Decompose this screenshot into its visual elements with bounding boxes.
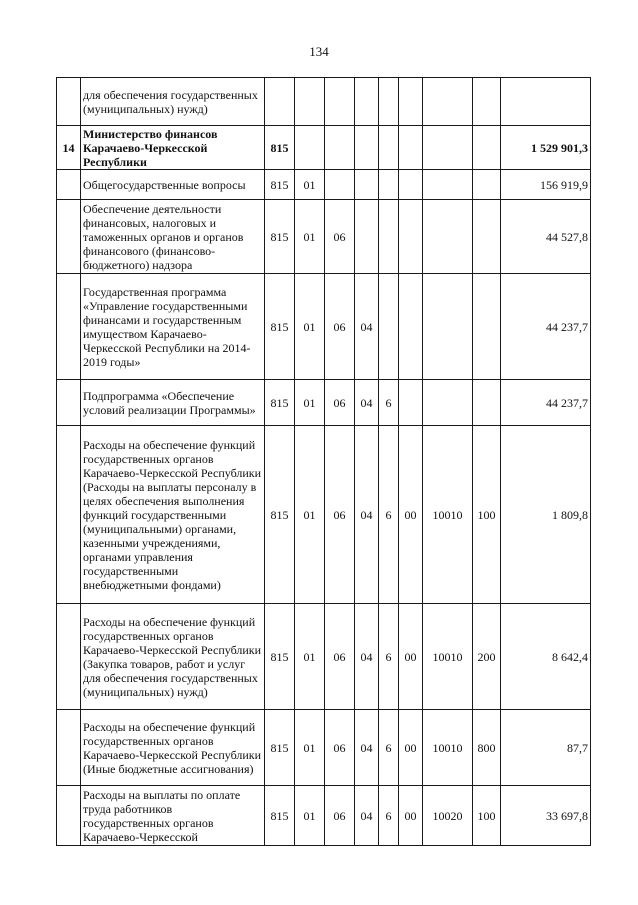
table-row	[57, 786, 591, 846]
table-row	[57, 78, 591, 126]
code-main-event: 00	[399, 426, 423, 604]
page-number: 134	[309, 44, 329, 59]
row-number	[57, 170, 81, 200]
code-program	[355, 200, 379, 274]
code-expense-type	[473, 78, 501, 126]
table-row	[57, 426, 591, 604]
code-rz: 01	[295, 380, 325, 426]
item-name: Государственная программа «Управление государственными финансами и государственным имуществом Карачаево-Черкесской Республики на 2014-2019 годы»	[81, 274, 265, 380]
table-row	[57, 170, 591, 200]
code-rz: 01	[295, 710, 325, 786]
code-gr: 815	[265, 126, 295, 170]
code-program: 04	[355, 380, 379, 426]
code-rz: 01	[295, 274, 325, 380]
amount	[501, 78, 591, 126]
row-number	[57, 426, 81, 604]
code-main-event	[399, 126, 423, 170]
item-name: Министерство финансов Карачаево-Черкесской Республики	[81, 126, 265, 170]
code-direction	[423, 380, 473, 426]
code-expense-type: 100	[473, 786, 501, 846]
code-direction: 10020	[423, 786, 473, 846]
table-row	[57, 274, 591, 380]
code-subprogram: 6	[379, 786, 399, 846]
code-expense-type: 800	[473, 710, 501, 786]
amount: 44 237,7	[501, 380, 591, 426]
code-expense-type	[473, 170, 501, 200]
amount: 1 809,8	[501, 426, 591, 604]
code-program: 04	[355, 426, 379, 604]
code-pr: 06	[325, 604, 355, 710]
code-main-event: 00	[399, 786, 423, 846]
code-expense-type: 100	[473, 426, 501, 604]
code-direction: 10010	[423, 710, 473, 786]
table-row	[57, 710, 591, 786]
code-direction	[423, 126, 473, 170]
code-expense-type	[473, 200, 501, 274]
code-program: 04	[355, 604, 379, 710]
code-pr	[325, 170, 355, 200]
code-subprogram: 6	[379, 426, 399, 604]
code-pr	[325, 78, 355, 126]
code-expense-type	[473, 380, 501, 426]
amount: 87,7	[501, 710, 591, 786]
row-number	[57, 380, 81, 426]
item-name: Обеспечение деятельности финансовых, налоговых и таможенных органов и органов финансового (финансово-бюджетного) надзора	[81, 200, 265, 274]
row-number	[57, 710, 81, 786]
table-row	[57, 200, 591, 274]
row-number	[57, 604, 81, 710]
item-name: Расходы на обеспечение функций государственных органов Карачаево-Черкесской Республики (Иные бюджетные ассигнования)	[81, 710, 265, 786]
code-main-event	[399, 380, 423, 426]
item-name: Расходы на выплаты по оплате труда работников государственных органов Карачаево-Черкесской	[81, 786, 265, 846]
code-direction	[423, 170, 473, 200]
code-main-event	[399, 170, 423, 200]
code-pr: 06	[325, 786, 355, 846]
code-program	[355, 78, 379, 126]
table-row	[57, 126, 591, 170]
code-gr: 815	[265, 274, 295, 380]
code-gr: 815	[265, 380, 295, 426]
row-number: 14	[57, 126, 81, 170]
amount: 44 527,8	[501, 200, 591, 274]
code-rz: 01	[295, 604, 325, 710]
code-gr: 815	[265, 604, 295, 710]
amount: 33 697,8	[501, 786, 591, 846]
code-subprogram	[379, 274, 399, 380]
code-gr: 815	[265, 426, 295, 604]
code-gr	[265, 78, 295, 126]
code-subprogram	[379, 78, 399, 126]
row-number	[57, 786, 81, 846]
row-number	[57, 78, 81, 126]
table-row	[57, 380, 591, 426]
code-direction: 10010	[423, 604, 473, 710]
table-row	[57, 604, 591, 710]
code-main-event	[399, 200, 423, 274]
code-main-event	[399, 274, 423, 380]
amount: 8 642,4	[501, 604, 591, 710]
code-subprogram: 6	[379, 604, 399, 710]
budget-table	[56, 77, 591, 846]
code-pr	[325, 126, 355, 170]
code-gr: 815	[265, 200, 295, 274]
code-program	[355, 170, 379, 200]
item-name: Подпрограмма «Обеспечение условий реализации Программы»	[81, 380, 265, 426]
code-pr: 06	[325, 274, 355, 380]
code-pr: 06	[325, 380, 355, 426]
code-program: 04	[355, 710, 379, 786]
amount: 1 529 901,3	[501, 126, 591, 170]
code-direction: 10010	[423, 426, 473, 604]
code-program: 04	[355, 786, 379, 846]
code-subprogram	[379, 170, 399, 200]
code-direction	[423, 78, 473, 126]
code-subprogram	[379, 126, 399, 170]
item-name: Расходы на обеспечение функций государственных органов Карачаево-Черкесской Республики (Расходы на выплаты персоналу в целях обеспечения выполнения функций государственными (муниципальными) органами, казенными учреждениями, органами управления государственными внебюджетными фондами)	[81, 426, 265, 604]
code-expense-type	[473, 126, 501, 170]
code-rz: 01	[295, 200, 325, 274]
code-rz: 01	[295, 786, 325, 846]
code-program: 04	[355, 274, 379, 380]
row-number	[57, 200, 81, 274]
code-main-event: 00	[399, 710, 423, 786]
amount: 156 919,9	[501, 170, 591, 200]
code-rz	[295, 78, 325, 126]
code-gr: 815	[265, 170, 295, 200]
item-name: Расходы на обеспечение функций государственных органов Карачаево-Черкесской Республики (Закупка товаров, работ и услуг для обеспечения государственных (муниципальных) нужд)	[81, 604, 265, 710]
code-subprogram	[379, 200, 399, 274]
code-expense-type	[473, 274, 501, 380]
code-main-event: 00	[399, 604, 423, 710]
amount: 44 237,7	[501, 274, 591, 380]
code-direction	[423, 200, 473, 274]
code-direction	[423, 274, 473, 380]
code-subprogram: 6	[379, 710, 399, 786]
code-rz	[295, 126, 325, 170]
row-number	[57, 274, 81, 380]
item-name: для обеспечения государственных (муниципальных) нужд)	[81, 78, 265, 126]
code-pr: 06	[325, 710, 355, 786]
code-rz: 01	[295, 426, 325, 604]
code-pr: 06	[325, 200, 355, 274]
code-subprogram: 6	[379, 380, 399, 426]
code-program	[355, 126, 379, 170]
code-rz: 01	[295, 170, 325, 200]
code-gr: 815	[265, 710, 295, 786]
code-gr: 815	[265, 786, 295, 846]
code-main-event	[399, 78, 423, 126]
item-name: Общегосударственные вопросы	[81, 170, 265, 200]
code-expense-type: 200	[473, 604, 501, 710]
code-pr: 06	[325, 426, 355, 604]
